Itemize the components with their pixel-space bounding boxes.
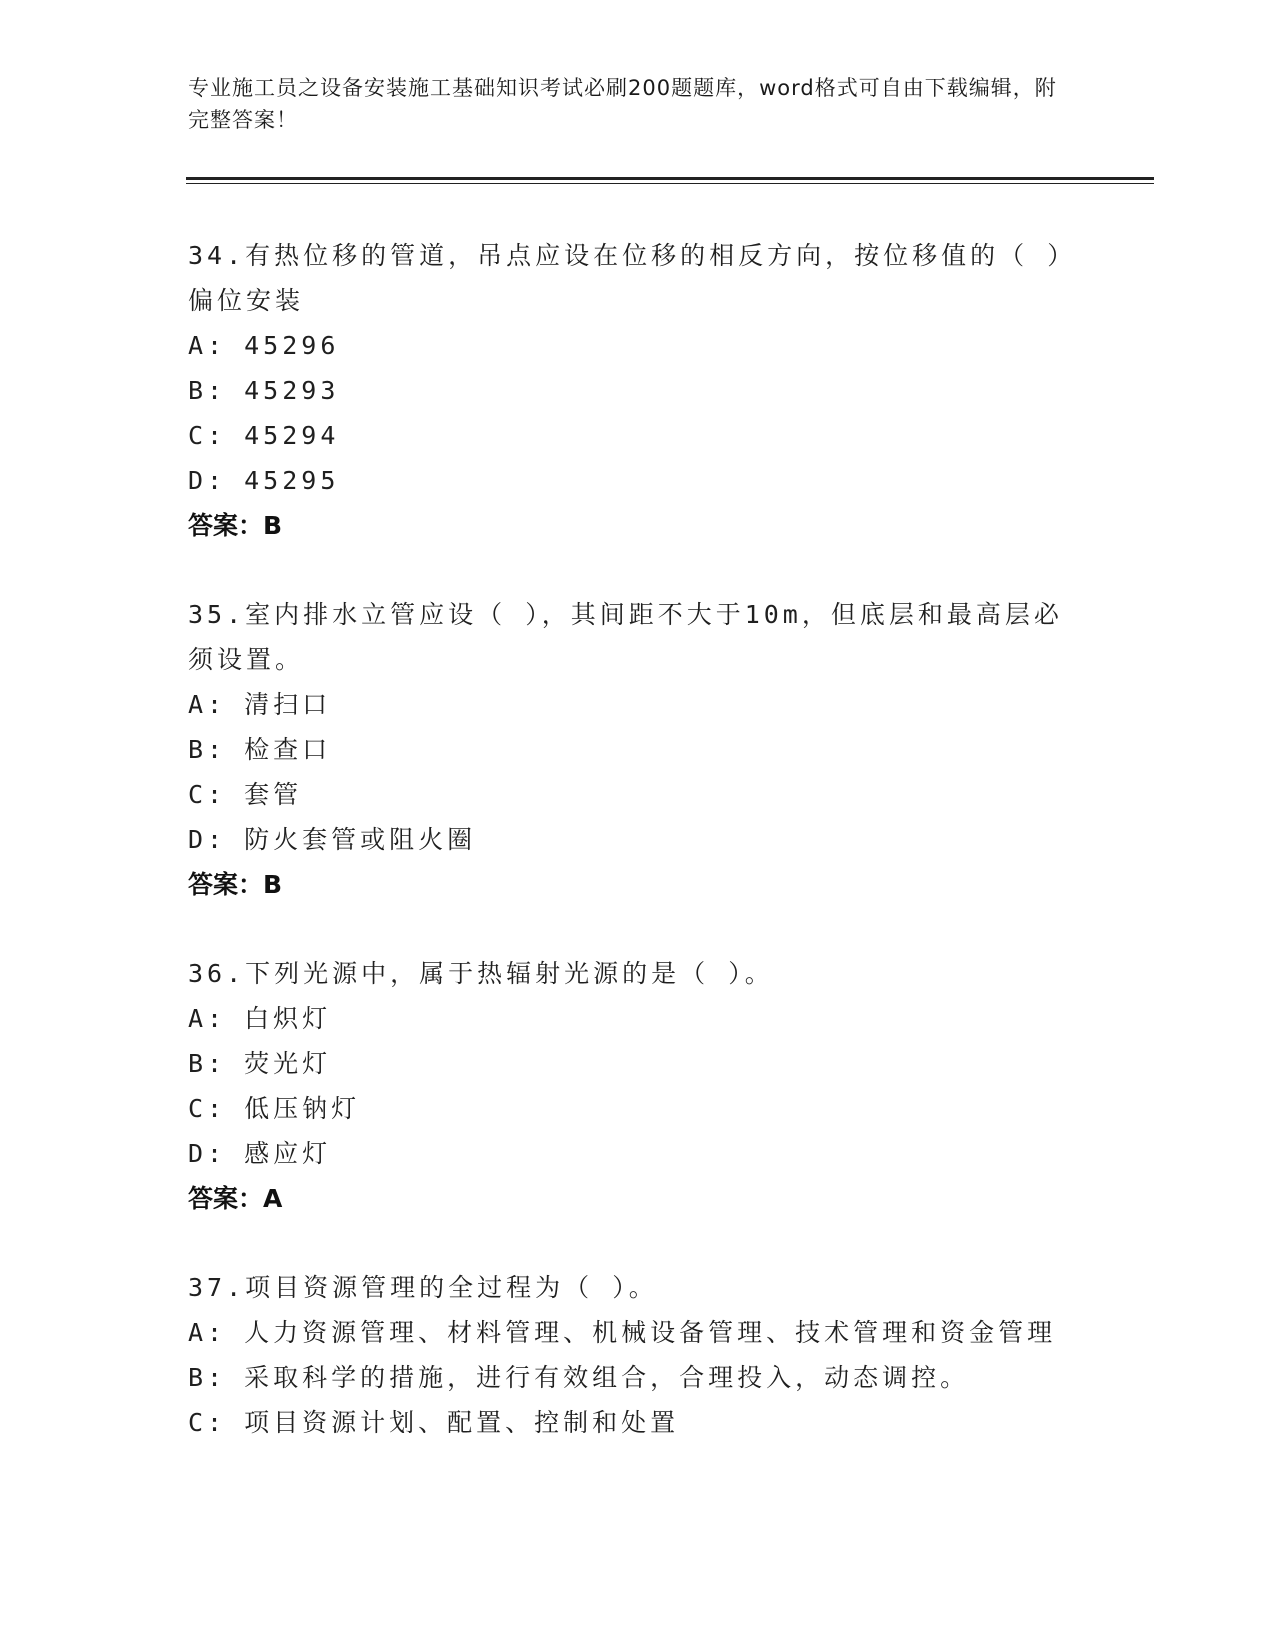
answer-value: A <box>263 1184 283 1213</box>
option-text: 防火套管或阻火圈 <box>244 825 477 854</box>
answer-line <box>188 862 1088 907</box>
option-label: A: <box>188 690 227 719</box>
option-label: A: <box>188 1318 227 1347</box>
option-text: 低压钠灯 <box>244 1094 361 1123</box>
option-b <box>188 727 1088 772</box>
option-text: 45296 <box>244 331 340 360</box>
answer-value: B <box>263 870 283 899</box>
option-text: 人力资源管理、材料管理、机械设备管理、技术管理和资金管理 <box>244 1318 1057 1347</box>
answer-prefix: 答案： <box>188 511 264 540</box>
question-stem: 37.项目资源管理的全过程为（ ）。 <box>188 1273 658 1302</box>
option-label: C: <box>188 1094 227 1123</box>
option-a <box>188 323 1088 368</box>
answer-value: B <box>263 511 283 540</box>
question-37 <box>188 1265 1088 1445</box>
option-a <box>188 1310 1088 1355</box>
answer-line <box>188 503 1088 548</box>
option-b <box>188 1355 1088 1400</box>
option-text: 清扫口 <box>244 690 332 719</box>
option-label: D: <box>188 466 227 495</box>
question-35 <box>188 592 1088 907</box>
document-header: 专业施工员之设备安装施工基础知识考试必刷200题题库，word格式可自由下载编辑，附完整答案！ <box>188 76 1057 132</box>
question-36 <box>188 951 1088 1221</box>
option-c <box>188 772 1088 817</box>
option-b <box>188 368 1088 413</box>
question-stem: 35.室内排水立管应设（ ），其间距不大于10m，但底层和最高层必须设置。 <box>188 600 1063 674</box>
option-label: C: <box>188 1408 227 1437</box>
option-label: C: <box>188 780 227 809</box>
option-label: B: <box>188 1363 227 1392</box>
question-list <box>188 233 1088 1489</box>
option-text: 检查口 <box>244 735 332 764</box>
option-label: D: <box>188 1139 227 1168</box>
option-d <box>188 458 1088 503</box>
header-divider-thick <box>186 177 1154 180</box>
option-text: 感应灯 <box>244 1139 332 1168</box>
answer-line <box>188 1176 1088 1221</box>
question-stem: 34.有热位移的管道，吊点应设在位移的相反方向，按位移值的（ ）偏位安装 <box>188 241 1077 315</box>
option-label: D: <box>188 825 227 854</box>
option-c <box>188 1400 1088 1445</box>
option-d <box>188 1131 1088 1176</box>
option-text: 项目资源计划、配置、控制和处置 <box>244 1408 680 1437</box>
option-c <box>188 413 1088 458</box>
question-stem: 36.下列光源中，属于热辐射光源的是（ ）。 <box>188 959 774 988</box>
option-text: 白炽灯 <box>244 1004 332 1033</box>
option-text: 45294 <box>244 421 340 450</box>
option-b <box>188 1041 1088 1086</box>
option-label: A: <box>188 331 227 360</box>
option-text: 荧光灯 <box>244 1049 332 1078</box>
question-34 <box>188 233 1088 548</box>
option-label: A: <box>188 1004 227 1033</box>
option-label: C: <box>188 421 227 450</box>
option-label: B: <box>188 376 227 405</box>
option-text: 套管 <box>244 780 303 809</box>
option-c <box>188 1086 1088 1131</box>
answer-prefix: 答案： <box>188 1184 264 1213</box>
answer-prefix: 答案： <box>188 870 264 899</box>
option-text: 45293 <box>244 376 340 405</box>
option-a <box>188 682 1088 727</box>
option-d <box>188 817 1088 862</box>
option-text: 采取科学的措施，进行有效组合，合理投入，动态调控。 <box>244 1363 970 1392</box>
option-text: 45295 <box>244 466 340 495</box>
header-divider-thin <box>186 183 1154 184</box>
option-label: B: <box>188 735 227 764</box>
option-a <box>188 996 1088 1041</box>
option-label: B: <box>188 1049 227 1078</box>
